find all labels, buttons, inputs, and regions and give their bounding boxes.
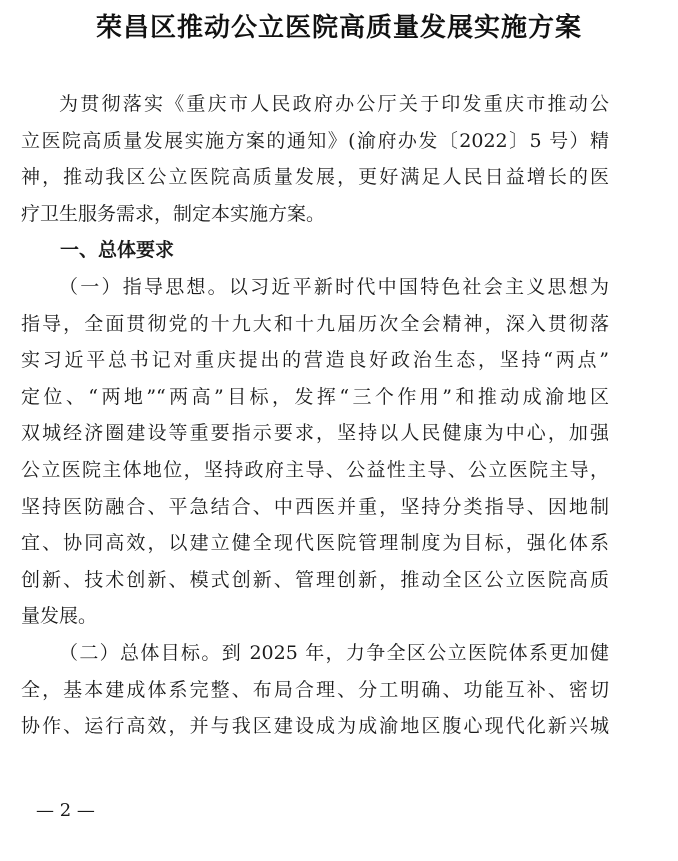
paragraph-guiding-line-9: 创新、技术创新、模式创新、管理创新，推动全区公立医院高质 — [21, 568, 609, 591]
paragraph-guiding-line-6: 公立医院主体地位，坚持政府主导、公益性主导、公立医院主导， — [21, 458, 609, 481]
paragraph-goals-line-1: （二）总体目标。到 2025 年，力争全区公立医院体系更加健 — [59, 641, 609, 664]
document-title: 荣昌区推动公立医院高质量发展实施方案 — [95, 13, 582, 43]
paragraph-guiding-line-2: 指导，全面贯彻党的十九大和十九届历次全会精神，深入贯彻落 — [21, 312, 609, 335]
paragraph-guiding-line-10: 量发展。 — [21, 605, 98, 628]
paragraph-guiding-line-4: 定位、“两地”“两高”目标，发挥“三个作用”和推动成渝地区 — [21, 385, 609, 408]
paragraph-goals-line-2: 全，基本建成体系完整、布局合理、分工明确、功能互补、密切 — [21, 678, 609, 701]
paragraph-guiding-line-3: 实习近平总书记对重庆提出的营造良好政治生态，坚持“两点” — [21, 349, 609, 372]
page-number: — 2 — — [36, 800, 95, 821]
paragraph-guiding-line-5: 双城经济圈建设等重要指示要求，坚持以人民健康为中心，加强 — [21, 422, 609, 445]
paragraph-goals-line-3: 协作、运行高效，并与我区建设成为成渝地区腹心现代化新兴城 — [21, 715, 609, 738]
paragraph-intro-line-4: 疗卫生服务需求，制定本实施方案。 — [21, 202, 326, 225]
document-body — [21, 86, 609, 745]
section-heading-general-requirements: 一、总体要求 — [60, 239, 175, 262]
paragraph-intro-line-3: 神，推动我区公立医院高质量发展，更好满足人民日益增长的医 — [21, 166, 609, 189]
paragraph-guiding-line-1: （一）指导思想。以习近平新时代中国特色社会主义思想为 — [59, 275, 609, 298]
paragraph-intro-line-2: 立医院高质量发展实施方案的通知》(渝府办发〔2022〕5 号）精 — [21, 129, 609, 152]
paragraph-intro-line-1: 为贯彻落实《重庆市人民政府办公厅关于印发重庆市推动公 — [59, 93, 609, 115]
paragraph-guiding-line-7: 坚持医防融合、平急结合、中西医并重，坚持分类指导、因地制 — [21, 495, 609, 518]
paragraph-guiding-line-8: 宜、协同高效，以建立健全现代医院管理制度为目标，强化体系 — [21, 532, 609, 555]
